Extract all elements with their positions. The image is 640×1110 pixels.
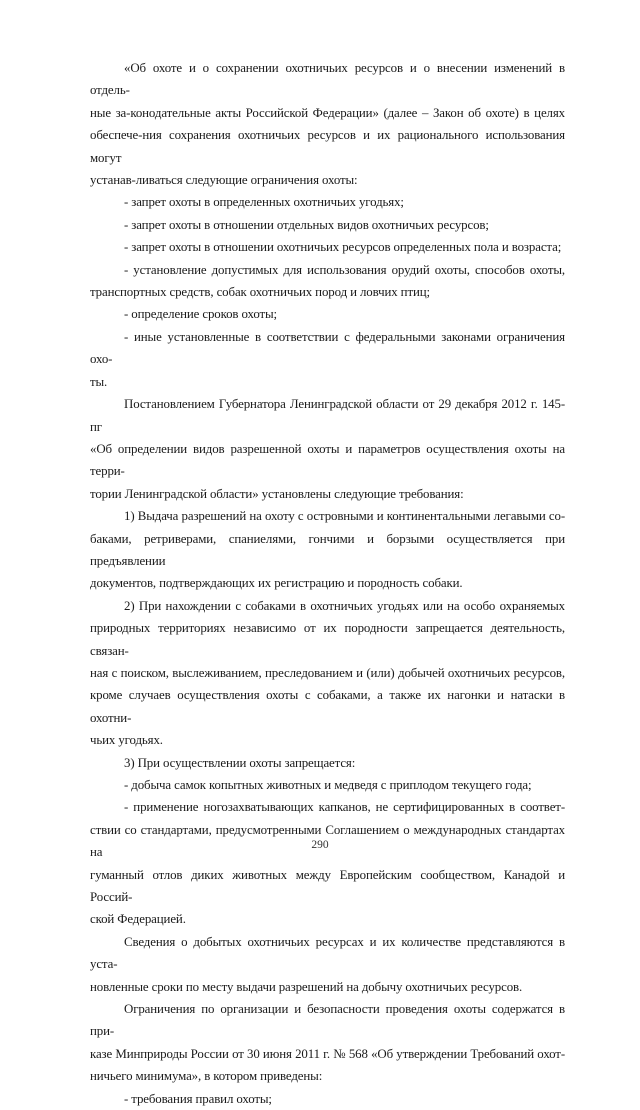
- text-line: ные за-конодательные акты Российской Федерации» (далее – Закон об охоте) в целях: [90, 105, 565, 120]
- paragraph: [90, 595, 565, 752]
- text-line: - иные установленные в соответствии с федеральными законами ограничения охо-: [90, 329, 565, 367]
- text-line: - требования правил охоты;: [124, 1091, 272, 1106]
- paragraph: [90, 505, 565, 595]
- paragraph: [90, 998, 565, 1088]
- text-line: Сведения о добытых охотничьих ресурсах и их количестве представляются в уста-: [90, 934, 565, 972]
- paragraph: [90, 393, 565, 505]
- text-line: Постановлением Губернатора Ленинградской области от 29 декабря 2012 г. 145-пг: [90, 397, 565, 434]
- text-line: баками, ретриверами, спаниелями, гончими и борзыми осуществляется при предъявлении: [90, 531, 565, 568]
- text-line: - установление допустимых для использования орудий охоты, способов охоты,: [124, 262, 565, 277]
- paragraph: [90, 236, 565, 258]
- paragraph: [90, 774, 565, 796]
- text-line: чьих угодьях.: [90, 733, 163, 748]
- paragraph: [90, 214, 565, 236]
- page-number: 290: [311, 839, 329, 851]
- text-line: новленные сроки по месту выдачи разрешений на добычу охотничьих ресурсов.: [90, 979, 523, 994]
- text-line: - запрет охоты в определенных охотничьих угодьях;: [124, 195, 404, 210]
- paragraph: [90, 1088, 565, 1110]
- paragraph: [90, 796, 565, 930]
- text-line: казе Минприроды России от 30 июня 2011 г. № 568 «Об утверждении Требований охот-: [90, 1046, 565, 1061]
- paragraph: [90, 57, 565, 191]
- text-line: 3) При осуществлении охоты запрещается:: [124, 755, 356, 770]
- text-line: устанав-ливаться следующие ограничения охоты:: [90, 173, 358, 188]
- paragraph: [90, 259, 565, 304]
- text-line: 2) При нахождении с собаками в охотничьих угодьях или на особо охраняемых: [124, 598, 565, 613]
- text-line: ствии со стандартами, предусмотренными Соглашением о международных стандартах на: [90, 822, 565, 860]
- text-line: «Об охоте и о сохранении охотничьих ресурсов и о внесении изменений в отдель-: [90, 61, 565, 98]
- text-line: документов, подтверждающих их регистрацию и породность собаки.: [90, 576, 463, 591]
- text-line: гуманный отлов диких животных между Европейским сообществом, Канадой и Россий-: [90, 867, 565, 905]
- text-line: ской Федерацией.: [90, 912, 186, 927]
- paragraph: [90, 191, 565, 213]
- paragraph: [90, 931, 565, 998]
- text-line: - определение сроков охоты;: [124, 307, 277, 322]
- text-line: обеспече-ния сохранения охотничьих ресурсов и их рационального использования могут: [90, 128, 565, 165]
- text-line: - применение ногозахватывающих капканов, не сертифицированных в соответ-: [124, 800, 565, 815]
- text-line: транспортных средств, собак охотничьих пород и ловчих птиц;: [90, 285, 430, 300]
- text-line: ная с поиском, выслеживанием, преследованием и (или) добычей охотничьих ресурсов,: [90, 665, 565, 680]
- text-line: природных территориях независимо от их породности запрещается деятельность, связан-: [90, 621, 565, 658]
- text-line: ничьего минимума», в котором приведены:: [90, 1069, 323, 1084]
- text-line: - добыча самок копытных животных и медведя с приплодом текущего года;: [124, 778, 532, 792]
- paragraph: [90, 326, 565, 393]
- text-line: кроме случаев осуществления охоты с собаками, а также их нагонки и натаски в охотни-: [90, 688, 565, 725]
- body-text: [90, 57, 565, 1110]
- paragraph: [90, 303, 565, 325]
- text-line: тории Ленинградской области» установлены следующие требования:: [90, 486, 464, 501]
- text-line: 1) Выдача разрешений на охоту с островными и континентальными легавыми со-: [124, 509, 565, 524]
- text-line: Ограничения по организации и безопасности проведения охоты содержатся в при-: [90, 1002, 565, 1039]
- text-line: - запрет охоты в отношении охотничьих ресурсов определенных пола и возраста;: [124, 240, 562, 255]
- text-line: - запрет охоты в отношении отдельных видов охотничьих ресурсов;: [124, 217, 489, 232]
- text-line: ты.: [90, 374, 108, 389]
- text-line: «Об определении видов разрешенной охоты и параметров осуществления охоты на терри-: [90, 441, 565, 479]
- paragraph: [90, 752, 565, 774]
